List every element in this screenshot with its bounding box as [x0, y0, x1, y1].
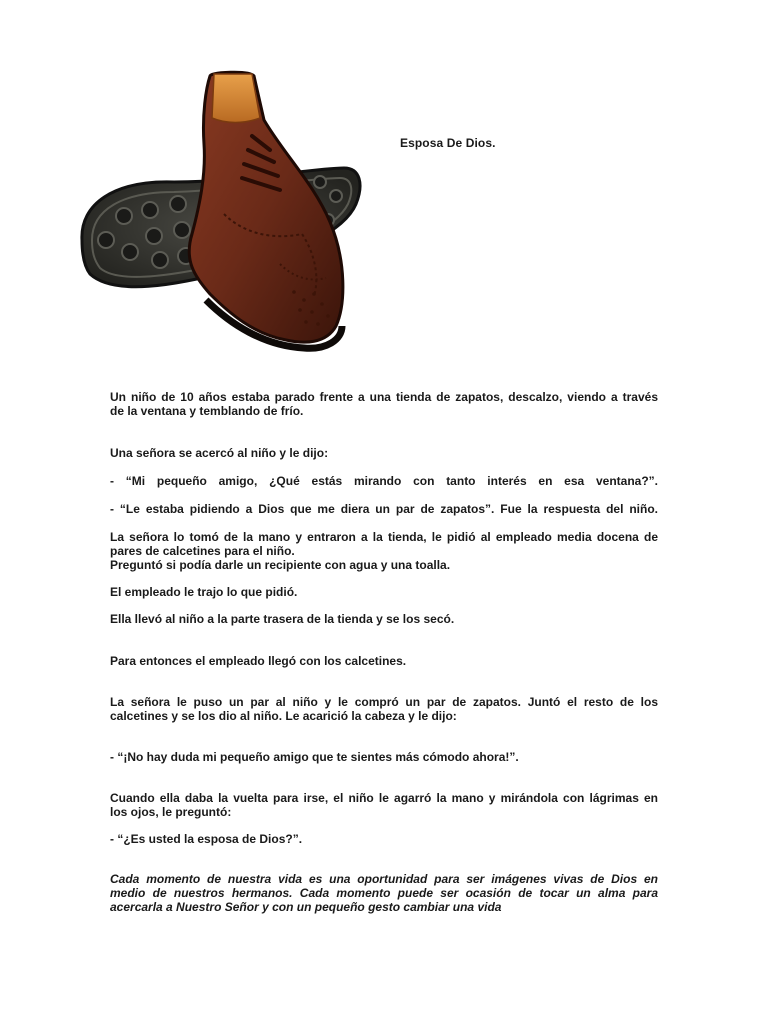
closing-paragraph	[110, 872, 658, 914]
paragraph	[110, 502, 658, 516]
text-line: acercarla a Nuestro Señor y con un pequeño gesto cambiar una vida	[110, 900, 502, 914]
text-line: - “¿Es usted la esposa de Dios?”.	[110, 832, 303, 846]
paragraph	[110, 654, 658, 668]
text-line: Ella llevó al niño a la parte trasera de la tienda y se los secó.	[110, 612, 455, 626]
paragraph	[110, 446, 658, 460]
paragraph	[110, 791, 658, 819]
text-line: - “Mi pequeño amigo, ¿Qué estás mirando con tanto interés en esa ventana?”.	[110, 474, 658, 488]
text-line: - “¡No hay duda mi pequeño amigo que te sientes más cómodo ahora!”.	[110, 750, 519, 764]
shoe-image	[74, 64, 364, 354]
text-line: Preguntó si podía darle un recipiente con agua y una toalla.	[110, 558, 451, 572]
text-line: La señora lo tomó de la mano y entraron a la tienda, le pidió al empleado media docena de	[110, 530, 658, 544]
text-line: medio de nuestros hermanos. Cada momento puede ser ocasión de tocar un alma para	[110, 886, 658, 900]
paragraph	[110, 832, 658, 846]
paragraph	[110, 585, 658, 599]
paragraph	[110, 474, 658, 488]
paragraph	[110, 695, 658, 723]
paragraph	[110, 530, 658, 572]
text-line: Una señora se acercó al niño y le dijo:	[110, 446, 329, 460]
paragraph	[110, 612, 658, 626]
text-line: pares de calcetines para el niño.	[110, 544, 295, 558]
text-line: Para entonces el empleado llegó con los calcetines.	[110, 654, 407, 668]
text-line: de la ventana y temblando de frío.	[110, 404, 304, 418]
paragraph	[110, 750, 658, 764]
text-line: El empleado le trajo lo que pidió.	[110, 585, 298, 599]
text-line: Cada momento de nuestra vida es una oportunidad para ser imágenes vivas de Dios en	[110, 872, 658, 886]
paragraph	[110, 390, 658, 418]
text-line: Un niño de 10 años estaba parado frente a una tienda de zapatos, descalzo, viendo a través	[110, 390, 658, 404]
text-line: calcetines y se los dio al niño. Le acarició la cabeza y le dijo:	[110, 709, 457, 723]
text-line: - “Le estaba pidiendo a Dios que me diera un par de zapatos”. Fue la respuesta del niño.	[110, 502, 658, 516]
document-title: Esposa De Dios.	[400, 136, 496, 150]
text-line: los ojos, le preguntó:	[110, 805, 232, 819]
text-line: Cuando ella daba la vuelta para irse, el niño le agarró la mano y mirándola con lágrimas en	[110, 791, 658, 805]
text-line: La señora le puso un par al niño y le compró un par de zapatos. Juntó el resto de los	[110, 695, 658, 709]
